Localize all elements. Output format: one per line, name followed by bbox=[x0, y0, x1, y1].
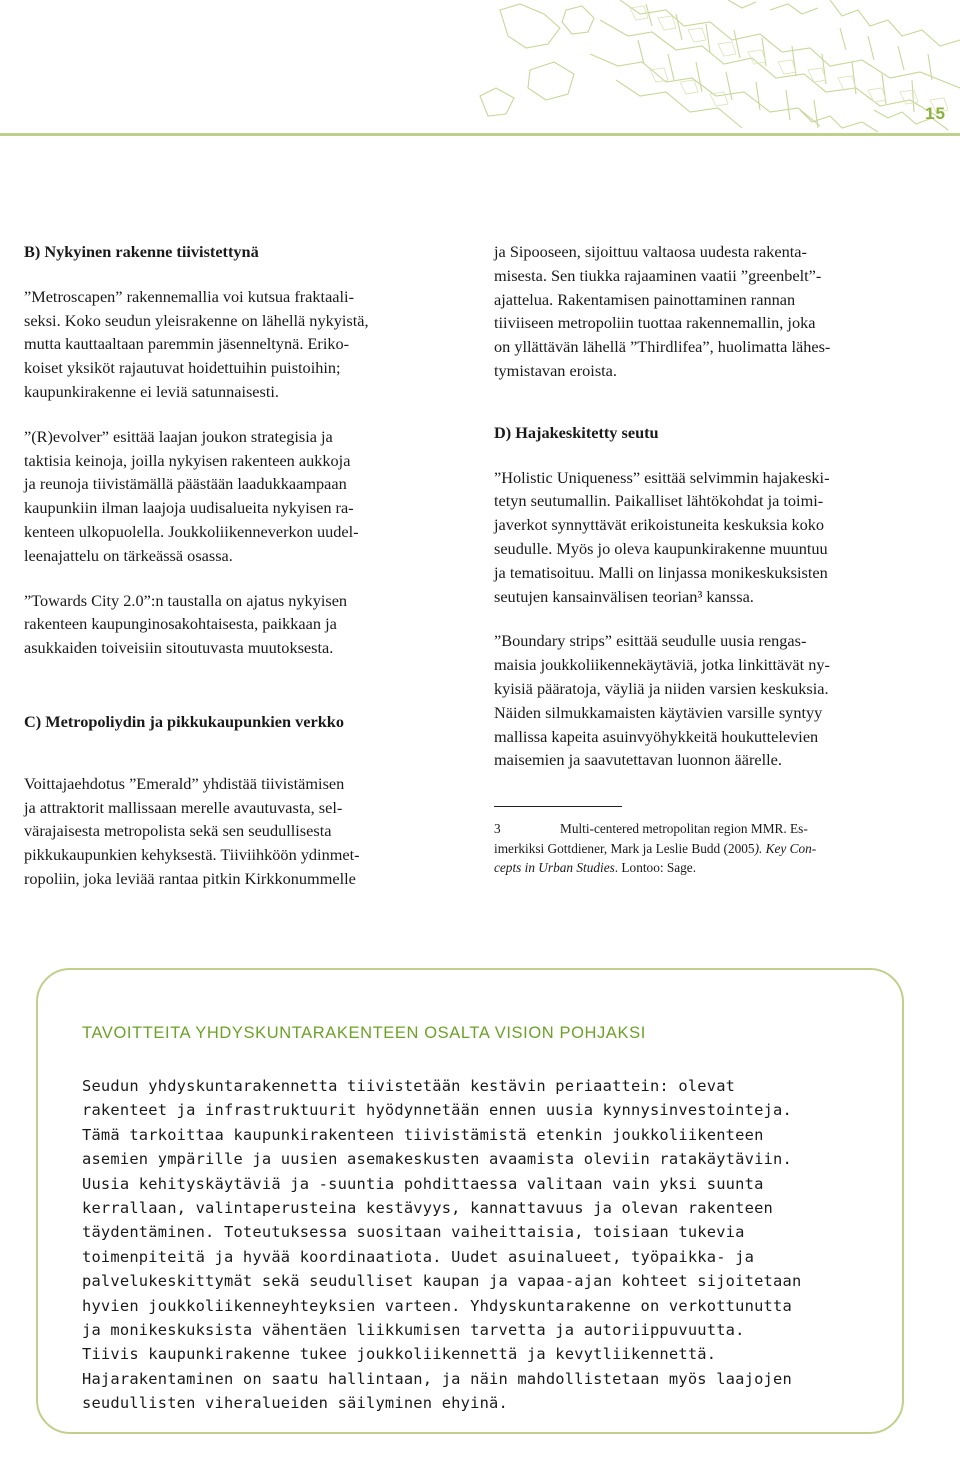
line: asukkaiden toiveisiin sitoutuvasta muutoksesta. bbox=[24, 638, 334, 658]
line: ajattelua. Rakentamisen painottaminen rannan bbox=[494, 289, 796, 309]
goals-line: täydentäminen. Toteutuksessa suositaan vaiheittaisia, toisiaan tukevia bbox=[82, 1223, 745, 1242]
line: leenajattelu on tärkeässä osassa. bbox=[24, 545, 233, 565]
paragraph-towards-city bbox=[24, 589, 452, 660]
goals-line: palvelukeskittymät sekä seudulliset kaupan ja vapaa-ajan kohteet sijoitetaan bbox=[82, 1272, 802, 1291]
goals-title: TAVOITTEITA YHDYSKUNTARAKENTEEN OSALTA VISION POHJAKSI bbox=[82, 1024, 646, 1042]
line: maisia joukkoliikennekäytäviä, jotka linkittävät ny- bbox=[494, 655, 830, 675]
line: ropoliin, joka leviää rantaa pitkin Kirkkonummelle bbox=[24, 868, 356, 888]
page-number: 15 bbox=[925, 104, 946, 123]
line: tetyn seutumallin. Paikalliset lähtökohdat ja toimi- bbox=[494, 491, 824, 511]
paragraph-emerald bbox=[24, 772, 452, 891]
goals-line: rakenteet ja infrastruktuurit hyödynnetään ennen uusia kynnysinvestointeja. bbox=[82, 1101, 792, 1120]
line: kyisiä pääratoja, väyliä ja niiden varsien keskuksia. bbox=[494, 678, 829, 698]
line: kenteen ulkopuolella. Joukkoliikenneverkon uudel- bbox=[24, 521, 359, 541]
paragraph-sipoo bbox=[494, 240, 914, 383]
goals-line: Tämä tarkoittaa kaupunkirakenteen tiivistämistä etenkin joukkoliikenteen bbox=[82, 1125, 764, 1144]
line: ”Boundary strips” esittää seudulle uusia rengas- bbox=[494, 631, 807, 651]
footnote-line: imerkiksi Gottdiener, Mark ja Leslie Budd (2005 bbox=[494, 840, 755, 856]
section-heading-c: C) Metropoliydin ja pikkukaupunkien verkko bbox=[24, 711, 344, 731]
line: seudulle. Myös jo oleva kaupunkirakenne muuntuu bbox=[494, 538, 828, 558]
line: misesta. Sen tiukka rajaaminen vaatii ”greenbelt”- bbox=[494, 265, 822, 285]
line: tymistavan eroista. bbox=[494, 360, 617, 380]
line: on yllättävän lähellä ”Thirdlifea”, huolimatta lähes- bbox=[494, 337, 831, 357]
line: ”Towards City 2.0”:n taustalla on ajatus nykyisen bbox=[24, 590, 348, 610]
section-heading-b: B) Nykyinen rakenne tiivistettynä bbox=[24, 242, 259, 261]
paragraph-revolver bbox=[24, 425, 452, 568]
goals-line: Uusia kehityskäytäviä ja -suuntia pohdittaessa valitaan vain yksi suunta bbox=[82, 1174, 764, 1193]
goals-line: hyvien joukkoliikenneyhteyksien varteen. Yhdyskuntarakenne on verkottunutta bbox=[82, 1296, 792, 1315]
footnote-line: . Lontoo: Sage. bbox=[614, 860, 697, 876]
paragraph-metroscapen bbox=[24, 285, 452, 404]
goals-line: seudullisten viheralueiden säilyminen ehyinä. bbox=[82, 1394, 508, 1413]
line: kaupunkirakenne ei leviä satunnaisesti. bbox=[24, 381, 279, 401]
goals-line: Tiivis kaupunkirakenne tukee joukkoliikennettä ja kevytliikennettä. bbox=[82, 1345, 717, 1364]
line: ”(R)evolver” esittää laajan joukon strategisia ja bbox=[24, 426, 333, 446]
goals-line: toimenpiteitä ja hyvää koordinaatiota. Uudet asuinalueet, työpaikka- ja bbox=[82, 1247, 755, 1266]
line: mallissa kapeita asuinvyöhykkeitä houkuttelevien bbox=[494, 726, 819, 746]
footnote-line-italic: ). Key Con- bbox=[754, 840, 817, 856]
goals-body bbox=[82, 1074, 882, 1416]
goals-box bbox=[36, 968, 904, 1434]
footnote-number: 3 bbox=[494, 821, 501, 837]
line: ja attraktorit mallissaan merelle avautuvasta, sel- bbox=[24, 797, 343, 817]
right-column bbox=[494, 240, 914, 878]
line: javerkot synnyttävät erikoistuneita keskuksia koko bbox=[494, 515, 825, 535]
line: kaupunkiin ilman laajoja uudisalueita nykyisen ra- bbox=[24, 498, 354, 518]
header-rule bbox=[0, 133, 960, 136]
header-map-illustration bbox=[470, 0, 960, 132]
line: värajaisesta metropolista sekä sen seudullisesta bbox=[24, 821, 332, 841]
paragraph-holistic bbox=[494, 466, 914, 609]
footnote-rule bbox=[494, 806, 622, 807]
line: tiiviiseen metropoliin tuottaa rakennemallin, joka bbox=[494, 313, 816, 333]
goals-line: kerrallaan, valintaperusteina kestävyys, kannattavuus ja olevan rakenteen bbox=[82, 1199, 774, 1218]
goals-line: ja monikeskuksista vähentäen liikkumisen tarvetta ja autoriippuvuutta. bbox=[82, 1321, 745, 1340]
line: pikkukaupunkien kehyksestä. Tiiviihköön ydinmet- bbox=[24, 845, 360, 865]
line: seksi. Koko seudun yleisrakenne on lähellä nykyistä, bbox=[24, 310, 369, 330]
goals-line: asemien ympärille ja uusien asemakeskusten avaamista oleviin ratakäytäviin. bbox=[82, 1150, 792, 1169]
section-heading-d: D) Hajakeskitetty seutu bbox=[494, 422, 659, 442]
line: maisemien ja saavutettavan luonnon äärelle. bbox=[494, 750, 782, 770]
line: koiset yksiköt rajautuvat hoidettuihin puistoihin; bbox=[24, 358, 341, 378]
line: Voittajaehdotus ”Emerald” yhdistää tiivistämisen bbox=[24, 773, 345, 793]
line: rakenteen kaupunginosakohtaisesta, paikkaan ja bbox=[24, 614, 337, 634]
line: ja tematisoituu. Malli on linjassa monikeskuksisten bbox=[494, 562, 828, 582]
goals-line: Hajarakentaminen on saatu hallintaan, ja näin mahdollistetaan myös laajojen bbox=[82, 1369, 792, 1388]
line: ja reunoja tiivistämällä päästään laadukkaampaan bbox=[24, 474, 347, 494]
line: mutta kauttaaltaan paremmin jäsenneltynä. Eriko- bbox=[24, 334, 350, 354]
line: Näiden silmukkamaisten käytävien varsille syntyy bbox=[494, 702, 823, 722]
line: taktisia keinoja, joilla nykyisen rakenteen aukkoja bbox=[24, 450, 351, 470]
footnote-line-italic: cepts in Urban Studies bbox=[494, 860, 615, 876]
line: ja Sipooseen, sijoittuu valtaosa uudesta rakenta- bbox=[494, 242, 807, 261]
goals-line: Seudun yhdyskuntarakennetta tiivistetään kestävin periaattein: olevat bbox=[82, 1077, 736, 1095]
paragraph-boundary bbox=[494, 629, 914, 772]
line: ”Metroscapen” rakennemallia voi kutsua fraktaali- bbox=[24, 286, 354, 306]
footnote bbox=[494, 819, 914, 878]
line: ”Holistic Uniqueness” esittää selvimmin hajakeski- bbox=[494, 467, 830, 487]
footnote-line: Multi-centered metropolitan region MMR. Es- bbox=[560, 821, 808, 837]
left-column bbox=[24, 240, 452, 891]
line: seutujen kansainvälisen teorian³ kanssa. bbox=[494, 586, 754, 606]
